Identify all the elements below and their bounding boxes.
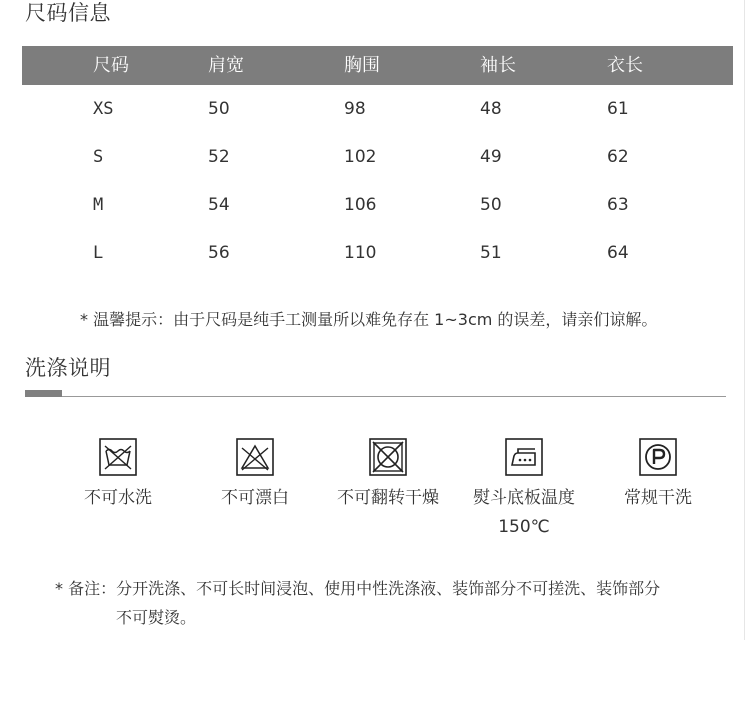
cell-shoulder: 52 [208, 147, 230, 167]
care-label: 熨斗底板温度 [473, 488, 575, 508]
cell-chest: 106 [344, 195, 377, 215]
size-table [22, 46, 733, 277]
header-length: 衣长 [607, 55, 643, 76]
iron-temperature-icon [505, 438, 543, 476]
cell-sleeve: 51 [480, 243, 502, 263]
no-tumble-dry-icon [369, 438, 407, 476]
care-item-iron [459, 438, 589, 537]
header-size: 尺码 [93, 55, 129, 76]
care-item-no-tumble-dry [323, 438, 453, 508]
cell-shoulder: 56 [208, 243, 230, 263]
dry-clean-p-icon [639, 438, 677, 476]
table-row [22, 181, 733, 229]
cell-size: XS [93, 99, 114, 119]
care-note-line-2: 不可熨烫。 [116, 608, 197, 627]
header-chest: 胸围 [344, 55, 380, 76]
cell-sleeve: 49 [480, 147, 502, 167]
care-label: 不可翻转干燥 [337, 488, 439, 508]
cell-chest: 110 [344, 243, 377, 263]
cell-chest: 98 [344, 99, 366, 119]
cell-length: 62 [607, 147, 629, 167]
care-item-no-wash [53, 438, 183, 508]
no-bleach-icon [236, 438, 274, 476]
size-table-header [22, 46, 733, 85]
section-divider [25, 396, 726, 397]
cell-chest: 102 [344, 147, 377, 167]
cell-shoulder: 50 [208, 99, 230, 119]
table-row [22, 85, 733, 133]
header-shoulder: 肩宽 [208, 55, 244, 76]
care-item-no-bleach [190, 438, 320, 508]
cell-length: 64 [607, 243, 629, 263]
cell-size: S [93, 147, 104, 167]
no-machine-wash-icon [99, 438, 137, 476]
size-note: * 温馨提示：由于尺码是纯手工测量所以难免存在 1~3cm 的误差，请亲们谅解。 [80, 310, 658, 329]
cell-size: L [93, 243, 104, 263]
care-note-line-1: * 备注：分开洗涤、不可长时间浸泡、使用中性洗涤液、装饰部分不可搓洗、装饰部分 [55, 579, 661, 598]
care-label: 常规干洗 [624, 488, 692, 508]
wash-info-title: 洗涤说明 [25, 356, 111, 380]
cell-length: 61 [607, 99, 629, 119]
right-border-line [744, 0, 745, 640]
cell-length: 63 [607, 195, 629, 215]
care-label: 不可水洗 [84, 488, 152, 508]
care-item-dry-clean [593, 438, 723, 508]
care-label: 不可漂白 [221, 488, 289, 508]
section-divider-accent [25, 390, 62, 397]
cell-shoulder: 54 [208, 195, 230, 215]
table-row [22, 133, 733, 181]
cell-sleeve: 50 [480, 195, 502, 215]
size-info-title: 尺码信息 [25, 1, 111, 25]
cell-size: M [93, 195, 104, 215]
care-temperature: 150℃ [498, 517, 550, 537]
cell-sleeve: 48 [480, 99, 502, 119]
table-row [22, 229, 733, 277]
header-sleeve: 袖长 [480, 55, 516, 76]
